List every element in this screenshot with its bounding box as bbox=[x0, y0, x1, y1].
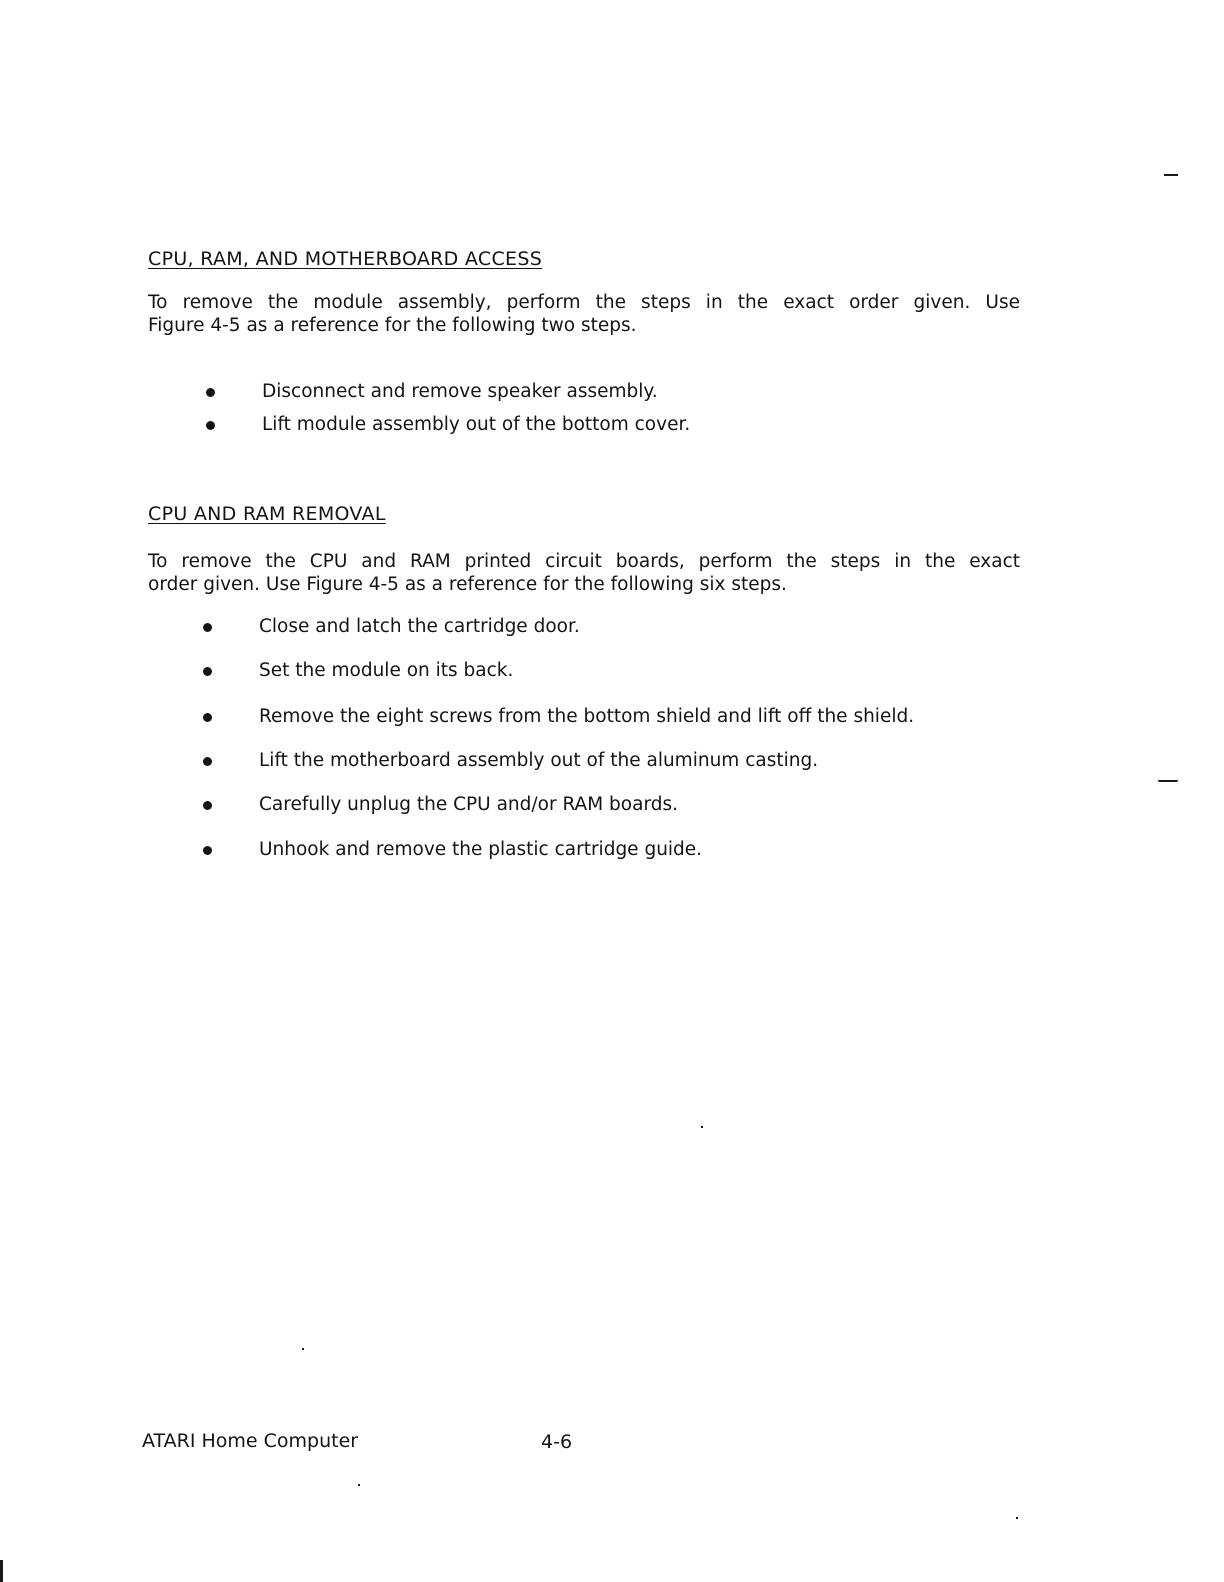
bullet-icon bbox=[206, 388, 215, 397]
paragraph-line: Figure 4-5 as a reference for the following two steps. bbox=[148, 315, 637, 336]
footer-page-number: 4-6 bbox=[541, 1431, 573, 1453]
list-item-text: Lift the motherboard assembly out of the aluminum casting. bbox=[259, 750, 819, 771]
scan-mark bbox=[1164, 174, 1178, 176]
bullet-icon bbox=[203, 623, 212, 632]
bullet-icon bbox=[203, 846, 212, 855]
scan-mark bbox=[1016, 1517, 1018, 1519]
list-item-text: Set the module on its back. bbox=[259, 660, 514, 681]
bullet-icon bbox=[203, 667, 212, 676]
bullet-icon bbox=[203, 713, 212, 722]
bullet-icon bbox=[206, 421, 215, 430]
footer-title: ATARI Home Computer bbox=[142, 1430, 359, 1452]
scan-mark bbox=[302, 1348, 304, 1350]
section-heading-motherboard-access: CPU, RAM, AND MOTHERBOARD ACCESS bbox=[148, 248, 543, 270]
paragraph-intro-module-assembly bbox=[148, 291, 1020, 337]
list-item-text: Carefully unplug the CPU and/or RAM boards. bbox=[259, 794, 678, 815]
bullet-icon bbox=[203, 757, 212, 766]
scan-mark bbox=[0, 1560, 3, 1582]
paragraph-line: To remove the CPU and RAM printed circuit boards, perform the steps in the exact bbox=[148, 551, 1020, 572]
bullet-icon bbox=[203, 801, 212, 810]
scan-mark bbox=[1158, 780, 1178, 782]
list-item-text: Disconnect and remove speaker assembly. bbox=[262, 381, 658, 402]
list-item-text: Unhook and remove the plastic cartridge guide. bbox=[259, 839, 703, 860]
paragraph-intro-cpu-ram bbox=[148, 550, 1020, 596]
scan-mark bbox=[358, 1484, 360, 1486]
scan-mark bbox=[701, 1126, 703, 1128]
list-item-text: Lift module assembly out of the bottom cover. bbox=[262, 414, 691, 435]
paragraph-line: To remove the module assembly, perform the steps in the exact order given. Use bbox=[148, 292, 1020, 313]
paragraph-line: order given. Use Figure 4-5 as a reference for the following six steps. bbox=[148, 574, 787, 595]
list-item-text: Close and latch the cartridge door. bbox=[259, 616, 580, 637]
section-heading-cpu-ram-removal: CPU AND RAM REMOVAL bbox=[148, 503, 386, 525]
list-item-text: Remove the eight screws from the bottom shield and lift off the shield. bbox=[259, 706, 915, 727]
